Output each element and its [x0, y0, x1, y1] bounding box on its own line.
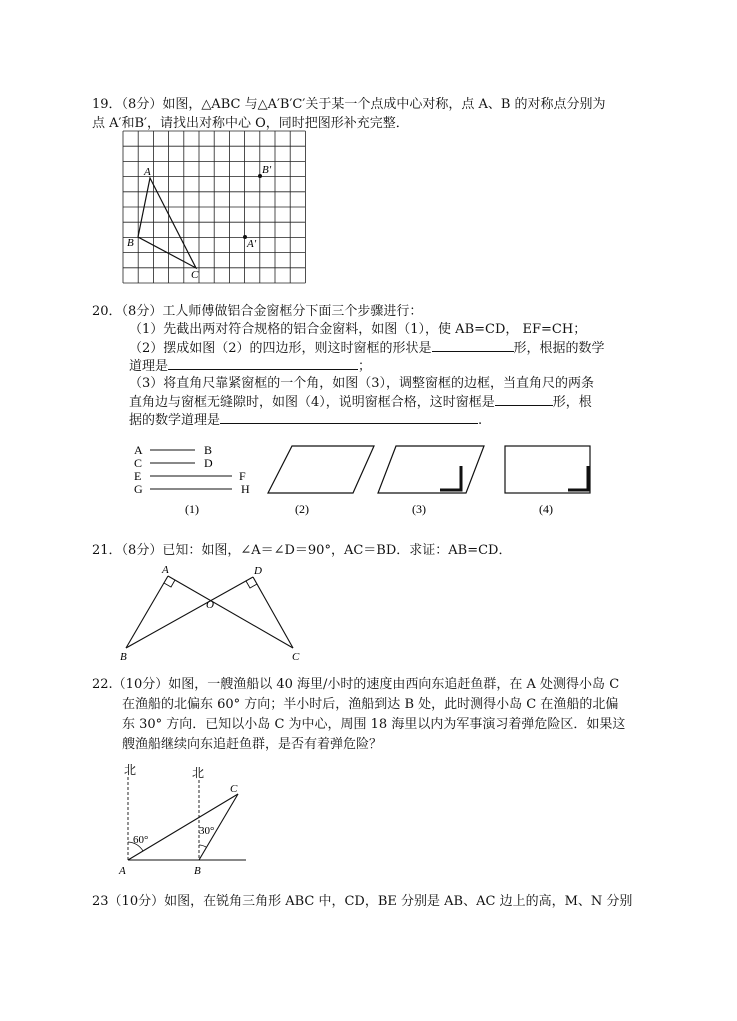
- q21-text-line1: 21．（8分）已知：如图，∠A＝∠D＝90°，AC＝BD．求证：AB=CD．: [92, 543, 512, 558]
- bar-label-c: C: [134, 456, 143, 470]
- bar-label-g: G: [134, 482, 143, 496]
- label-b-22: B: [194, 865, 201, 877]
- q23-text-line1: 23（10分）如图，在锐角三角形 ABC 中，CD，BE 分别是 AB、AC 边上的高，M、N 分别: [92, 894, 633, 909]
- bar-label-e: E: [134, 469, 142, 483]
- label-c-22: C: [230, 783, 238, 795]
- label-o-21: O: [206, 599, 214, 611]
- q20-line4-end: ；: [358, 359, 372, 374]
- label-a-prime: A′: [247, 238, 257, 250]
- q19-text-line2: 点 A′和B′，请找出对称中心 O，同时把图形补充完整．: [92, 116, 409, 131]
- north-label-a: 北: [124, 763, 137, 777]
- q20-line4-start: 道理是: [129, 359, 169, 374]
- q20-line3-end: 形，根据的数学: [513, 341, 605, 356]
- bar-label-f: F: [239, 469, 246, 483]
- q20-line7-start: 据的数学道理是: [129, 413, 221, 428]
- label-c: C: [191, 269, 199, 281]
- q22-text-line2: 在渔船的北偏东 60° 方向；半小时后，渔船到达 B 处，此时测得小岛 C 在渔船的北偏: [122, 697, 619, 712]
- label-b: B: [127, 237, 134, 249]
- label-b-21: B: [120, 651, 127, 663]
- bar-label-d: D: [204, 456, 213, 470]
- q22-text-line1: 22.（10分）如图，一艘渔船以 40 海里/小时的速度由西向东追赶鱼群，在 A 处测得小岛 C: [92, 677, 620, 692]
- q20-text-line2: （1）先截出两对符合规格的铝合金窗料，如图（1），使 AB=CD， EF=CH；: [129, 322, 587, 337]
- bar-label-b: B: [204, 443, 213, 457]
- label-a-22: A: [119, 865, 126, 877]
- angle-30-label: 30°: [199, 825, 215, 837]
- angle-60-label: 60°: [133, 834, 149, 846]
- q20-text-line5: （3）将直角尺靠紧窗框的一个角，如图（3），调整窗框的边框，当直角尺的两条: [129, 376, 595, 391]
- bar-label-h: H: [241, 482, 250, 496]
- bar-label-a: A: [134, 443, 143, 457]
- label-c-21: C: [292, 651, 300, 663]
- label-d-21: D: [254, 565, 262, 577]
- north-label-b: 北: [192, 766, 205, 780]
- label-a-21: A: [162, 564, 169, 576]
- q20-line6-start: 直角边与窗框无缝隙时，如图（4），说明窗框合格，这时窗框是: [129, 395, 495, 410]
- caption-3: (3): [412, 502, 426, 516]
- caption-2: (2): [295, 502, 309, 516]
- q22-text-line3: 东 30° 方向．已知以小岛 C 为中心，周围 18 海里以内为军事演习着弹危险区．如果这: [122, 717, 626, 732]
- label-b-prime: B′: [262, 164, 272, 176]
- caption-1: (1): [185, 502, 199, 516]
- q20-line7-end: .: [478, 413, 483, 428]
- q20-text-line1: 20．（8分）工人师傅做铝合金窗框分下面三个步骤进行：: [92, 304, 423, 319]
- q19-text-line1: 19．（8分）如图，△ABC 与△A′B′C′关于某一个点成中心对称，点 A、B 的对称点分别为: [92, 97, 606, 112]
- label-a: A: [144, 166, 151, 178]
- q20-line6-end: 形，根: [552, 395, 592, 410]
- q20-line3-start: （2）摆成如图（2）的四边形，则这时窗框的形状是: [129, 341, 432, 356]
- caption-4: (4): [539, 502, 553, 516]
- q22-text-line4: 艘渔船继续向东追赶鱼群，是否有着弹危险？: [122, 737, 383, 752]
